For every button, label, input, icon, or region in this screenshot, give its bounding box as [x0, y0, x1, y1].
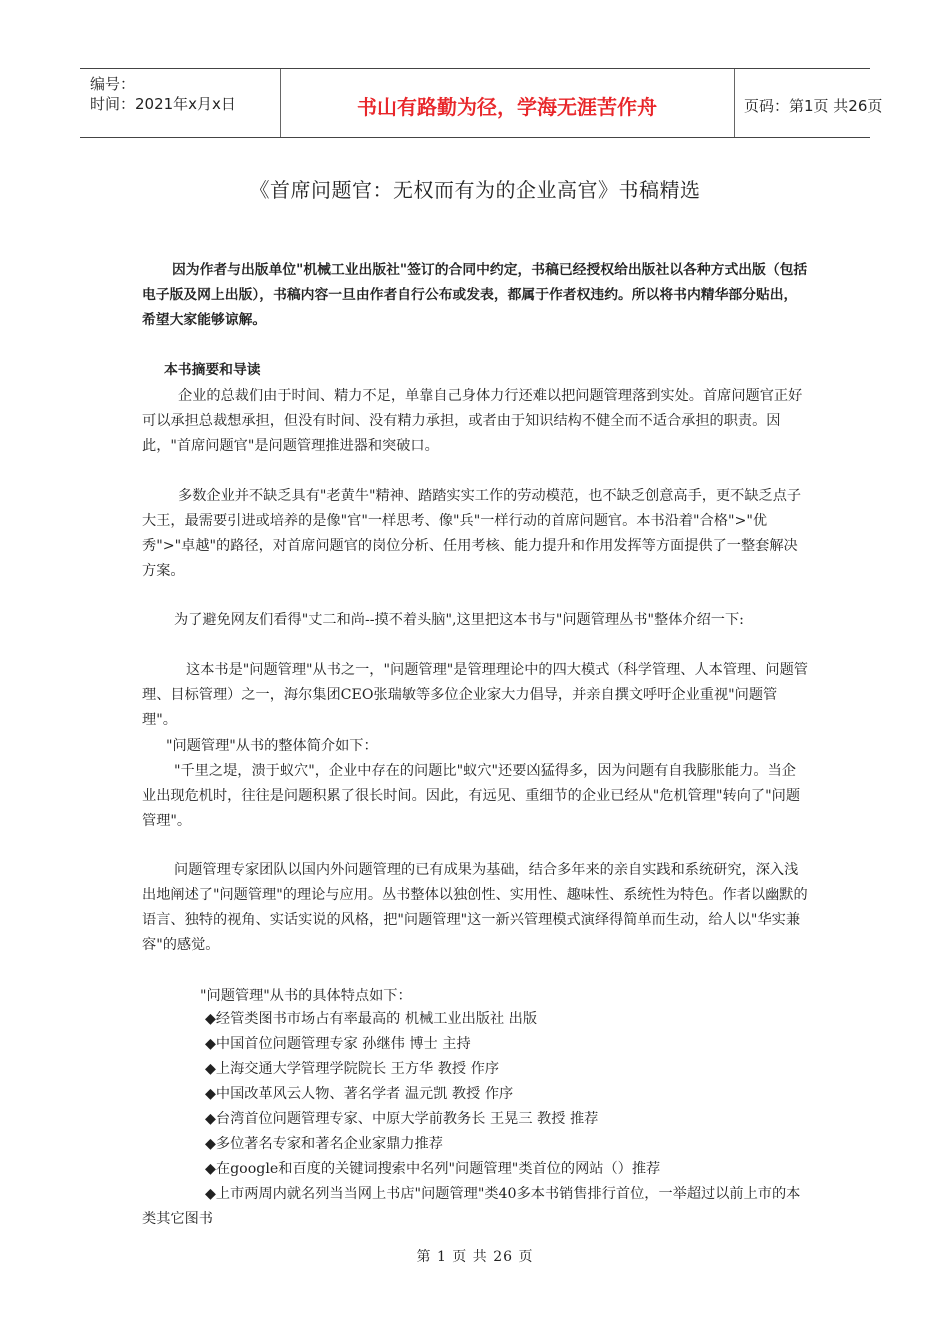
header-meta-cell	[80, 69, 281, 137]
bullet-item: ◆多位著名专家和著名企业家鼎力推荐	[205, 1136, 443, 1152]
bullet-item: ◆台湾首位问题管理专家、中原大学前教务长 王晃三 教授 推荐	[205, 1111, 599, 1127]
paragraph-3: 为了避免网友们看得"丈二和尚--摸不着头脑",这里把这本书与"问题管理丛书"整体介绍一下:	[174, 612, 744, 628]
paragraph-8: "问题管理"从书的具体特点如下：	[200, 988, 412, 1004]
summary-heading: 本书摘要和导读	[164, 362, 261, 378]
bullet-item: ◆中国首位问题管理专家 孙继伟 博士 主持	[205, 1036, 471, 1052]
bullet-item-last: ◆上市两周内就名列当当网上书店"问题管理"类40多本书销售排行首位，一举超过以前上市的本类其它图书	[142, 1186, 801, 1227]
paragraph-4: 这本书是"问题管理"从书之一，"问题管理"是管理理论中的四大模式（科学管理、人本管理、问题管理、目标管理）之一，海尔集团CEO张瑞敏等多位企业家大力倡导，并亲自撰文呼吁企业重视"问题管理"。	[142, 662, 808, 728]
bullet-item: ◆上海交通大学管理学院院长 王方华 教授 作序	[205, 1061, 500, 1077]
bullet-item: ◆经管类图书市场占有率最高的 机械工业出版社 出版	[205, 1011, 538, 1027]
bullet-item: ◆在google和百度的关键词搜索中名列"问题管理"类首位的网站（）推荐	[205, 1161, 661, 1177]
time-line: 时间：2021年x月x日	[90, 95, 236, 113]
header-page-cell	[734, 69, 883, 137]
document-title: 《首席问题官：无权而有为的企业高官》书稿精选	[249, 178, 701, 202]
paragraph-1: 企业的总裁们由于时间、精力不足，单靠自己身体力行还难以把问题管理落到实处。首席问题官正好可以承担总裁想承担，但没有时间、没有精力承担，或者由于知识结构不健全而不适合承担的职责。因此，"首席问题官"是问题管理推进器和突破口。	[142, 388, 803, 454]
page-info: 页码：第1页 共26页	[744, 97, 883, 115]
motto: 书山有路勤为径，学海无涯苦作舟	[357, 95, 657, 119]
paragraph-2: 多数企业并不缺乏具有"老黄牛"精神、踏踏实实工作的劳动模范，也不缺乏创意高手，更不缺乏点子大王，最需要引进或培养的是像"官"一样思考、像"兵"一样行动的首席问题官。本书沿着"合格">"优秀">"卓越"的路径，对首席问题官的岗位分析、任用考核、能力提升和作用发挥等方面提供了一整套解决方案。	[142, 488, 802, 579]
paragraph-6: "千里之堤，溃于蚁穴"，企业中存在的问题比"蚁穴"还要凶猛得多，因为问题有自我膨胀能力。当企业出现危机时，往往是问题积累了很长时间。因此，有远见、重细节的企业已经从"危机管理"转向了"问题管理"。	[142, 763, 801, 829]
header-motto-cell	[280, 69, 735, 137]
paragraph-7: 问题管理专家团队以国内外问题管理的已有成果为基础，结合多年来的亲自实践和系统研究，深入浅出地阐述了"问题管理"的理论与应用。丛书整体以独创性、实用性、趣味性、系统性为特色。作者以幽默的语言、独特的视角、实话实说的风格，把"问题管理"这一新兴管理模式演绎得简单而生动，给人以"华实兼容"的感觉。	[142, 862, 808, 953]
paragraph-5: "问题管理"从书的整体简介如下：	[166, 738, 378, 754]
document-header	[80, 68, 883, 138]
number-label: 编号：	[90, 75, 136, 93]
page-footer: 第 1 页 共 26 页	[416, 1249, 534, 1265]
bullet-item: ◆中国改革风云人物、著名学者 温元凯 教授 作序	[205, 1086, 514, 1102]
notice-paragraph: 因为作者与出版单位"机械工业出版社"签订的合同中约定，书稿已经授权给出版社以各种方式出版（包括电子版及网上出版），书稿内容一旦由作者自行公布或发表，都属于作者权违约。所以将书内精华部分贴出，希望大家能够谅解。	[142, 262, 808, 328]
